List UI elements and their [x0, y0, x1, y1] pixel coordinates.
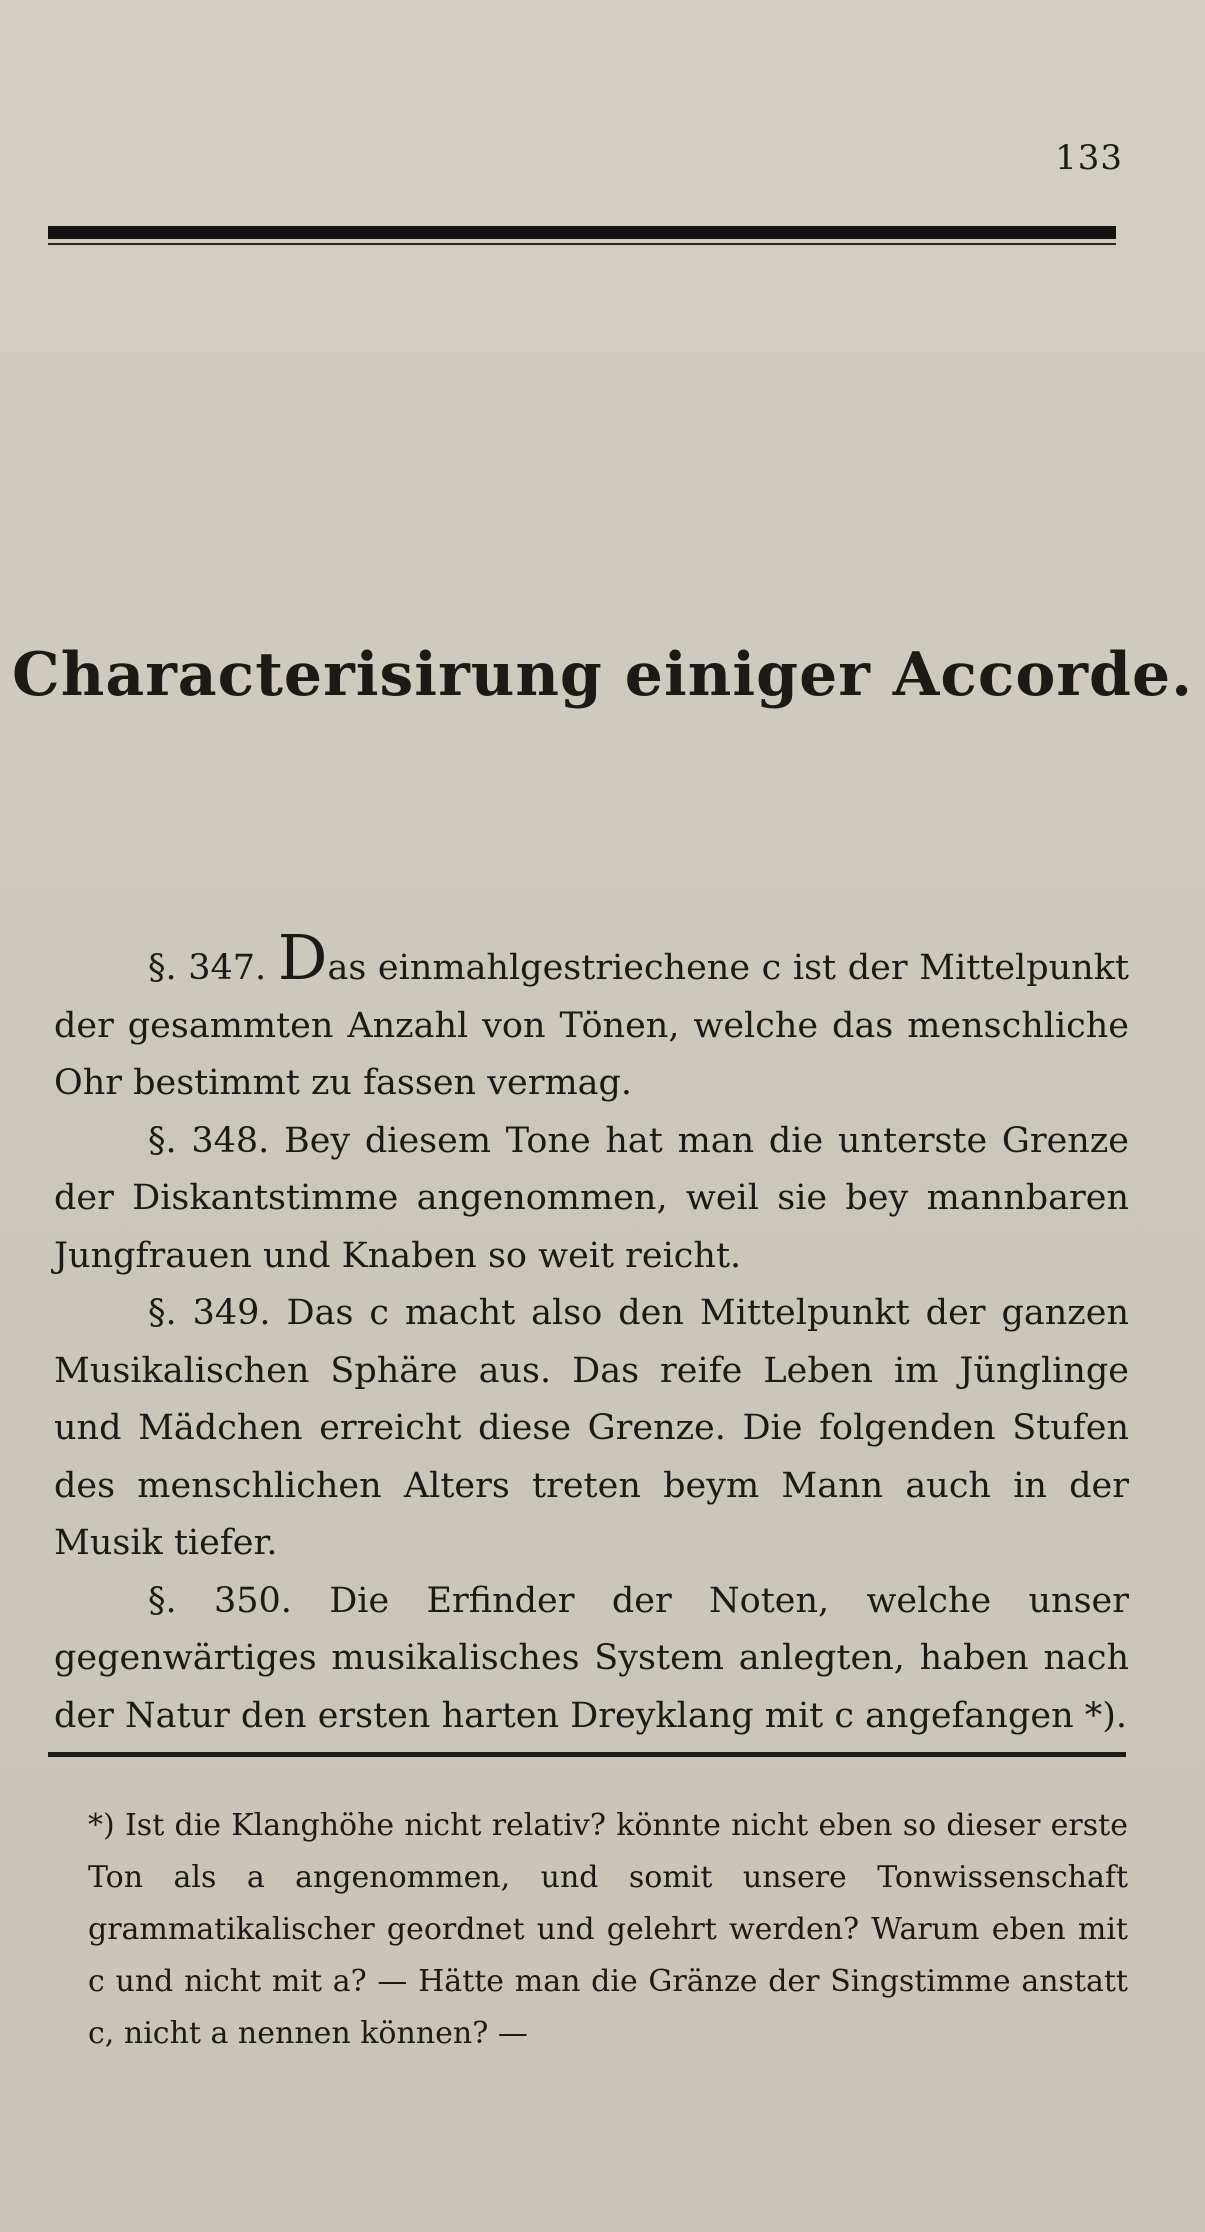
footnote — [88, 1800, 1128, 2060]
footnote-text: Ist die Klanghöhe nicht relativ? könnte nicht eben so dieser erste Ton als a angenommen, und somit unsere Tonwissenschaft grammatikalischer geordnet und gelehrt werden? Warum eben mit c und nicht mit a? — Hätte man die Gränze der Singstimme anstatt c, nicht a nennen können? — — [88, 1808, 1128, 2051]
paragraph-350 — [54, 1573, 1129, 1746]
footnote-paragraph — [88, 1800, 1128, 2060]
page-number: 133 — [1055, 138, 1123, 178]
paragraph-text: Bey diesem Tone hat man die unterste Grenze der Diskantstimme angenommen, weil sie bey mannbaren Jungfrauen und Knaben so weit reicht. — [54, 1120, 1129, 1276]
initial-letter: D — [277, 921, 328, 994]
footnote-marker: *) — [88, 1808, 115, 1843]
section-number: §. 347. — [148, 948, 267, 988]
body-text — [54, 921, 1129, 1745]
paragraph-text: Das c macht also den Mittelpunkt der ganzen Musikalischen Sphäre aus. Das reife Leben im Jünglinge und Mädchen erreicht diese Grenze. Die folgenden Stufen des menschlichen Alters treten beym Mann auch in der Musik tiefer. — [54, 1293, 1129, 1563]
paragraph-349 — [54, 1285, 1129, 1573]
chapter-heading: Characterisirung einiger Accorde. — [11, 640, 1194, 710]
header-rule — [48, 226, 1116, 239]
paragraph-347 — [54, 921, 1129, 1113]
footnote-rule — [48, 1752, 1126, 1757]
paragraph-text: Die Erfinder der Noten, welche unser gegenwärtiges musikalisches System anlegten, haben nach der Natur den ersten harten Dreyklang mit c angefangen *). — [54, 1580, 1129, 1736]
section-number: §. 349. — [148, 1293, 271, 1333]
paragraph-348 — [54, 1113, 1129, 1286]
paragraph-text: as einmahlgestriechene c ist der Mittelpunkt der gesammten Anzahl von Tönen, welche das menschliche Ohr bestimmt zu fassen vermag. — [54, 948, 1129, 1103]
header-rule-thin — [48, 243, 1116, 245]
section-number: §. 350. — [148, 1580, 292, 1621]
section-number: §. 348. — [148, 1120, 270, 1161]
